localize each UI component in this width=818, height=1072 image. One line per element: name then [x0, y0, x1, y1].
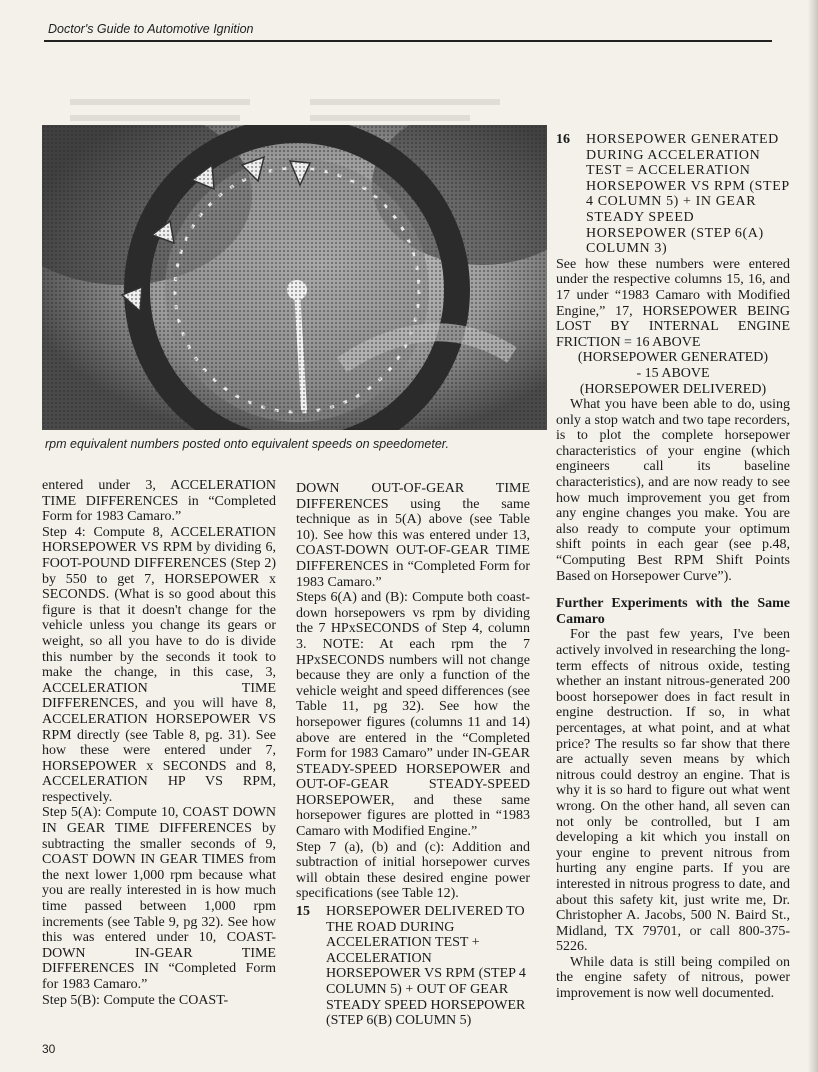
paragraph: See how these numbers were entered under the respective columns 15, 16, and 17 under “1983 Camaro with Modified Engine,” 17, HORSEPOWER BEING LOST BY INTERNAL ENGINE FRICTION = 16 ABOVE — [556, 256, 790, 350]
paragraph: entered under 3, ACCELERATION TIME DIFFERENCES in “Completed Form for 1983 Camaro.” — [42, 478, 276, 525]
paragraph: Step 5(B): Compute the COAST- — [42, 992, 229, 1008]
paragraph: DOWN OUT-OF-GEAR TIME DIFFERENCES using the same technique as in 5(A) above (see Table 10). See how this was entered under 13, COAST-DOWN OUT-OF-GEAR TIME DIFFERENCES in “Completed Form for 1983 Camaro.” — [296, 481, 530, 590]
paragraph: Step 4: Compute 8, ACCELERATION HORSEPOWER VS RPM by dividing 6, FOOT-POUND DIFFERENCES (Step 2) by 550 to get 7, HORSEPOWER x SECONDS. (What is so good about this figure is that it doesn't change for the vehicle unless you change its gears or weight, so all you have to do is divide this number by the seconds it took to make the change, in this case, 3, ACCELERATION TIME DIFFERENCES, and you will have 8, ACCELERATION HORSEPOWER VS RPM directly (see Table 8, pg. 31). See how these were entered under 7, HORSEPOWER x SECONDS and 8, ACCELERATION HP VS RPM, respectively. — [42, 524, 276, 805]
text-column-1 — [42, 478, 276, 1008]
section-subheading: Further Experiments with the Same Camaro — [556, 596, 790, 627]
text-column-3 — [556, 130, 790, 1002]
formula-line: (HORSEPOWER GENERATED) — [577, 350, 769, 366]
item-text: HORSEPOWER DELIVERED TO THE ROAD DURING ACCELERATION TEST + ACCELERATION HORSEPOWER VS RPM (STEP 4 COLUMN 5) + OUT OF GEAR STEADY SPEED HORSEPOWER (STEP 6(B) COLUMN 5) — [326, 904, 526, 1029]
formula-line: (HORSEPOWER DELIVERED) — [579, 381, 767, 397]
paragraph: Steps 6(A) and (B): Compute both coast-down horsepowers vs rpm by dividing the 7 HPxSECONDS of Step 4, column 3. NOTE: At each rpm the 7 HPxSECONDS numbers will not change because they are only a function of the vehicle weight and speed differences (see Table 11, pg 32). See how the horsepower figures (columns 11 and 14) above are entered in the “Completed Form for 1983 Camaro” under IN-GEAR STEADY-SPEED HORSEPOWER and OUT-OF-GEAR STEADY-SPEED HORSEPOWER, and these same horsepower figures are plotted in “1983 Camaro with Modified Engine.” — [296, 590, 530, 840]
paragraph: Step 7 (a), (b) and (c): Addition and subtraction of initial horsepower curves will obtain these desired engine power specifications (see Table 12). — [296, 839, 530, 902]
numbered-item-15 — [296, 904, 530, 1029]
numbered-item-16 — [556, 132, 790, 257]
header-rule — [44, 40, 772, 42]
figure-caption: rpm equivalent numbers posted onto equivalent speeds on speedometer. — [45, 437, 449, 451]
item-text: HORSEPOWER GENERATED DURING ACCELERATION TEST = ACCELERATION HORSEPOWER VS RPM (STEP 4 COLUMN 5) + IN GEAR STEADY SPEED HORSEPOWER (STEP 6(A) COLUMN 3) — [586, 132, 790, 257]
formula-line: - 15 ABOVE — [636, 365, 710, 381]
speedometer-photo — [42, 125, 547, 430]
page-number: 30 — [42, 1042, 56, 1056]
text-column-2 — [296, 481, 530, 1029]
item-number: 15 — [296, 904, 310, 920]
running-header: Doctor's Guide to Automotive Ignition — [48, 22, 254, 36]
item-number: 16 — [556, 132, 570, 147]
paragraph: Step 5(A): Compute 10, COAST DOWN IN GEAR TIME DIFFERENCES by subtracting the smaller seconds of 9, COAST DOWN IN GEAR TIMES from the next lower 1,000 rpm because what you are really interested in is how much time passed between 1,000 rpm increments (see Table 9, pg 32). See how this was entered under 10, COAST-DOWN IN-GEAR TIME DIFFERENCES IN “Completed Form for 1983 Camaro.” — [42, 805, 276, 992]
page-edge-shadow — [808, 0, 818, 1072]
paragraph: What you have been able to do, using only a stop watch and two tape recorders, is to plot the complete horsepower characteristics of your engine (which engineers call its baseline characteristics), and are now ready to see how much improvement you get from any engine changes you make. You are also ready to compute your optimum shift points in each gear (see p.48, “Computing Best RPM Shift Points Based on Horsepower Curve”). — [556, 397, 790, 584]
paragraph: While data is still being compiled on the engine safety of nitrous, power improvement is now well documented. — [556, 954, 790, 1002]
paragraph: For the past few years, I've been actively involved in researching the long-term effects of nitrous oxide, testing whether an instant nitrous-generated 200 boost horsepower does in fact result in engine destruction. If so, in what percentages, at what point, and at what price? The results so far show that there are actually seven means by which nitrous could destroy an engine. That is why it is so hard to figure out what went wrong. On the other hand, all seven can not only be controlled, but I am developing a kit which you install on your engine to prevent nitrous from hurting any engine parts. If you are interested in nitrous progress to date, and about this safety kit, just write me, Dr. Christopher A. Jacobs, 500 N. Baird St., Midland, TX 79701, or call 800-375-5226. — [556, 627, 790, 955]
